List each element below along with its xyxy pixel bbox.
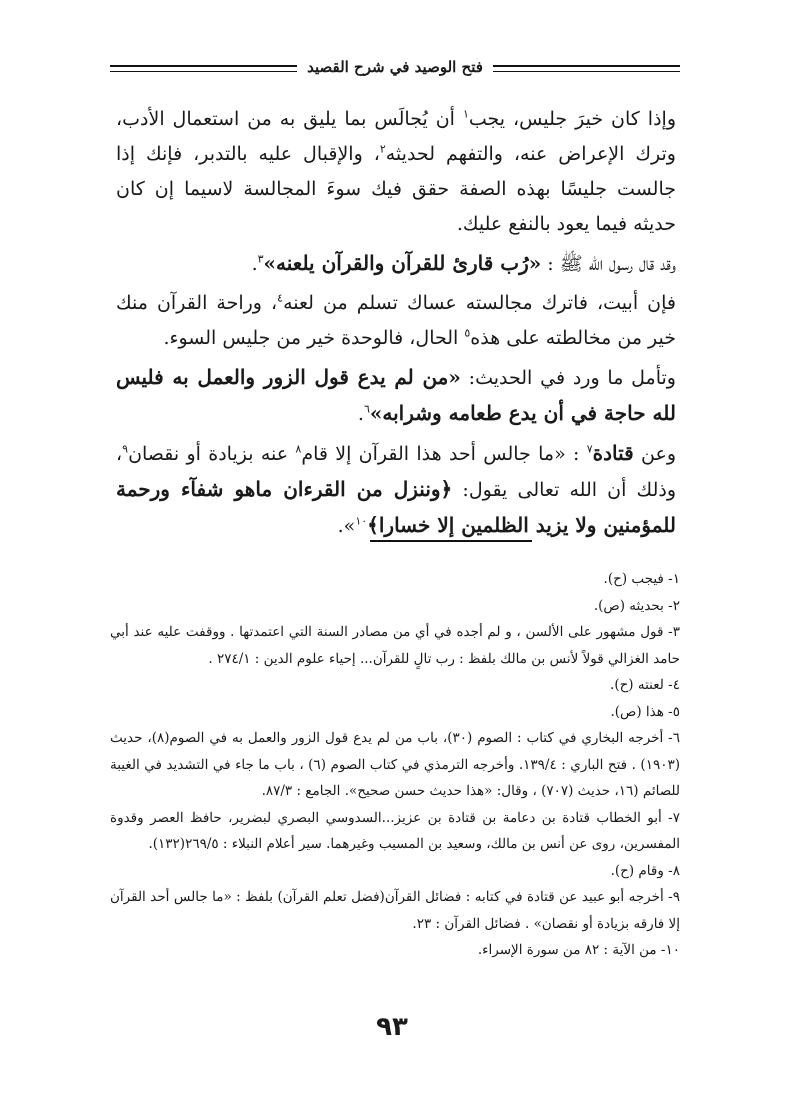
paragraph-2 <box>116 246 676 282</box>
text-run: ، وذلك أن الله تعالى يقول: <box>116 443 676 501</box>
text-run: أن يُجالَس بما يليق به من استعمال الأدب، وترك الإعراض عنه، والتفهم لحديثه <box>116 108 676 165</box>
text-run: وإذا كان خيرَ جليس، يجب <box>468 108 677 130</box>
running-header <box>110 52 680 82</box>
text-run: ». <box>337 515 356 537</box>
footnote-3: ٣- قول مشهور على الألسن ، و لم أجده في أي من مصادر السنة التي اعتمدتها . ووقفت عليه عند أبي حامد الغزالي قولاً لأنس بن مالك بلفظ : رب تالٍ للقرآن... إحياء علوم الدين : ٢٧٤/١ . <box>110 624 680 667</box>
text-run: الحال، فالوحدة خير من جليس السوء. <box>163 327 465 349</box>
text-run: فإن أبيت، فاترك مجالسته عساك تسلم من لعنه <box>283 292 676 314</box>
footnote-7: ٧- أبو الخطاب قتادة بن دعامة بن قتادة بن عزيز...السدوسي البصري لبضرير، حافظ العصر وقدوة المفسرين، روى عن أنس بن مالك، وسعيد بن المسيب وغيرهما. سير أعلام النبلاء : ٢٦٩/٥(١٣٢). <box>110 809 680 852</box>
paragraph-4 <box>116 360 676 432</box>
text-run: . <box>357 403 364 425</box>
running-title: فتح الوصيد في شرح القصيد <box>297 58 493 76</box>
footnote-5: ٥- هذا (ص). <box>610 703 680 720</box>
footnote-ref: ٦ <box>363 402 370 416</box>
hadith-quote: «من لم يدع قول الزور والعمل به فليس لله حاجة في أن يدع طعامه وشرابه» <box>116 365 676 425</box>
footnote-separator <box>370 540 532 542</box>
footnotes <box>110 566 680 964</box>
quran-verse: ﴿وننزل من القرءان ماهو شفآء ورحمة للمؤمنين ولا يزيد الظلمين إلا خسارا﴾ <box>116 477 676 537</box>
person-name: قتادة <box>592 441 634 465</box>
text-run: عنه بزيادة أو نقصان <box>128 443 296 465</box>
footnote-ref: ٣ <box>257 252 264 266</box>
text-run: وقد قال رسول الله ﷺ : <box>541 253 676 275</box>
text-run: وعن <box>633 443 676 465</box>
footnote-ref: ٧ <box>586 442 593 456</box>
footnote-8: ٨- وقام (ح). <box>610 862 680 879</box>
footnote-ref: ٢ <box>379 142 386 156</box>
footnote-ref: ٥ <box>464 326 471 340</box>
footnote-4: ٤- لعنته (ح). <box>610 677 680 693</box>
page-number: ٩٣ <box>376 1012 408 1042</box>
footnote-1: ١- فيجب (ح). <box>603 571 680 587</box>
footnote-ref: ٤ <box>277 291 284 305</box>
text-run: وتأمل ما ورد في الحديث: <box>460 367 676 389</box>
text-run: : «ما جالس أحد هذا القرآن إلا قام <box>301 443 587 465</box>
main-text <box>116 102 676 548</box>
footnote-6: ٦- أخرجه البخاري في كتاب : الصوم (٣٠)، باب من لم يدع قول الزور والعمل به في الصوم(٨)، حديث (١٩٠٣) . فتح الباري : ١٣٩/٤. وأخرجه الترمذي في كتاب الصوم (٦) ، باب ما جاء في التشديد في الغيبة للصائم (١٦، حديث (٧٠٧) ، وقال: «هذا حديث حسن صحيح». الجامع : ٨٧/٣. <box>110 730 680 799</box>
text-run: ، والإقبال عليه بالتدبر، فإنك إذا جالست جليسًا بهذه الصفة حقق فيك سوءَ المجالسة لاسيما إن كان حديثه فيما يعود بالنفع عليك. <box>116 143 676 235</box>
footnote-9: ٩- أخرجه أبو عبيد عن قتادة في كتابه : فضائل القرآن(فضل تعلم القرآن) بلفظ : «ما جالس أحد القرآن إلا فارقه بزيادة أو نقصان» . فضائل القرآن : ٢٣. <box>110 889 680 932</box>
text-run: ، وراحة القرآن منك خير من مخالطته على هذه <box>116 292 676 349</box>
footnote-ref: ١ <box>462 107 469 121</box>
paragraph-3 <box>116 286 676 356</box>
footnote-ref: ١٠ <box>355 514 368 528</box>
footnote-2: ٢- بحديثه (ص). <box>593 597 680 614</box>
footnote-ref: ٩ <box>122 442 129 456</box>
footnote-ref: ٨ <box>295 442 302 456</box>
text-run: . <box>251 253 258 275</box>
footnote-10: ١٠- من الآية : ٨٢ من سورة الإسراء. <box>477 942 680 958</box>
paragraph-5 <box>116 436 676 544</box>
paragraph-1 <box>116 102 676 242</box>
hadith-quote: «رُب قارئ للقرآن والقرآن يلعنه» <box>263 251 542 275</box>
